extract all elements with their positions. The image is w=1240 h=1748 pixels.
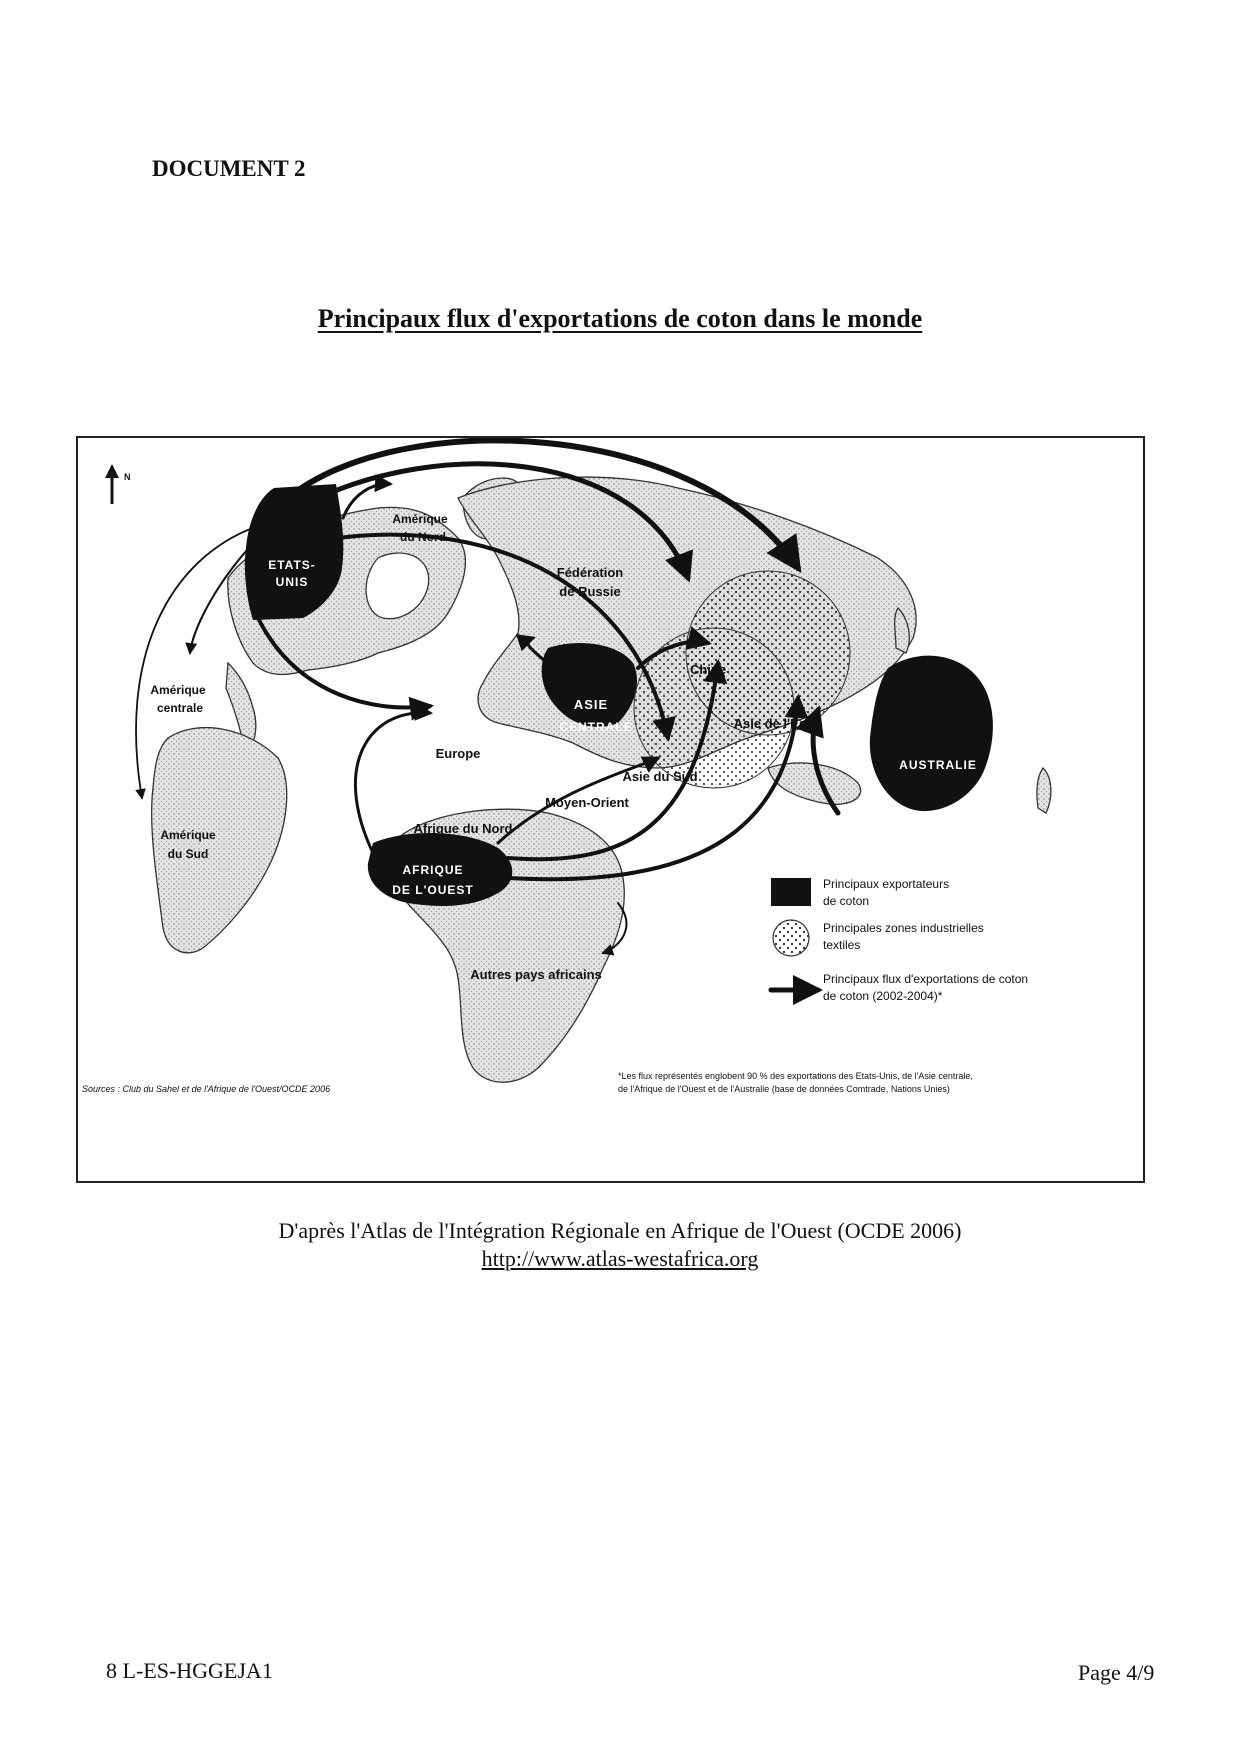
map-canvas [78,438,1143,1181]
legend-industrial-2: textiles [823,938,861,952]
legend-exporter-swatch [771,878,811,906]
label-etats-unis-2: UNIS [275,575,309,589]
map-footnote-1: *Les flux représentés englobent 90 % des exportations des Etats-Unis, de l'Asie centrale, [618,1071,973,1081]
label-amerique-centrale-2: centrale [156,701,204,715]
legend-flows-1: Principaux flux d'exportations de coton [823,972,1029,986]
label-asie-centrale-2: CENTRALE [559,720,633,734]
australie-region [870,656,993,811]
legend-flows-2: de coton (2002-2004)* [823,989,943,1003]
label-afrique-nord: Afrique du Nord [413,821,513,836]
label-asie-est: Asie de l'Est [733,716,811,731]
label-afrique-ouest-1: AFRIQUE [402,863,464,877]
label-asie-centrale-1: ASIE [573,697,609,712]
footer-page-number: Page 4/9 [1078,1660,1155,1685]
north-label: N [124,472,131,482]
credit-line: D'après l'Atlas de l'Intégration Régionale en Afrique de l'Ouest (OCDE 2006) [278,1218,962,1243]
document-label: DOCUMENT 2 [152,156,306,181]
page-title: Principaux flux d'exportations de coton dans le monde [317,304,923,333]
label-etats-unis-1: ETATS- [268,558,316,572]
map-source: Sources : Club du Sahel et de l'Afrique de l'Ouest/OCDE 2006 [82,1084,331,1094]
label-australie: AUSTRALIE [899,758,977,772]
map-legend [823,877,1028,1003]
label-federation-russie-1: Fédération [556,565,624,580]
label-amerique-centrale-1: Amérique [150,683,206,697]
legend-industrial-swatch [773,920,809,956]
label-chine: Chine [689,662,727,677]
label-amerique-nord-2: du Nord [400,530,446,544]
legend-industrial-1: Principales zones industrielles [823,921,984,935]
footer-code: 8 L-ES-HGGEJA1 [106,1658,273,1683]
label-autres-africains: Autres pays africains [470,967,602,982]
map-footnote-2: de l'Afrique de l'Ouest et de l'Australie (base de données Comtrade, Nations Unies) [618,1084,950,1094]
legend-exporters-1: Principaux exportateurs [823,877,950,891]
label-amerique-sud-2: du Sud [167,847,209,861]
label-asie-sud: Asie du Sud [622,769,698,784]
credit-url-link[interactable]: http://www.atlas-westafrica.org [481,1246,759,1271]
label-federation-russie-2: de Russie [559,584,621,599]
label-amerique-nord-1: Amérique [392,512,448,526]
label-moyen-orient: Moyen-Orient [545,795,629,810]
cotton-flow-map [76,436,1145,1183]
new-zealand-land [1037,768,1051,813]
label-afrique-ouest-2: DE L'OUEST [392,883,474,897]
label-amerique-sud-1: Amérique [160,828,216,842]
label-europe: Europe [435,746,481,761]
legend-exporters-2: de coton [823,894,870,908]
north-arrow-icon [105,464,131,504]
